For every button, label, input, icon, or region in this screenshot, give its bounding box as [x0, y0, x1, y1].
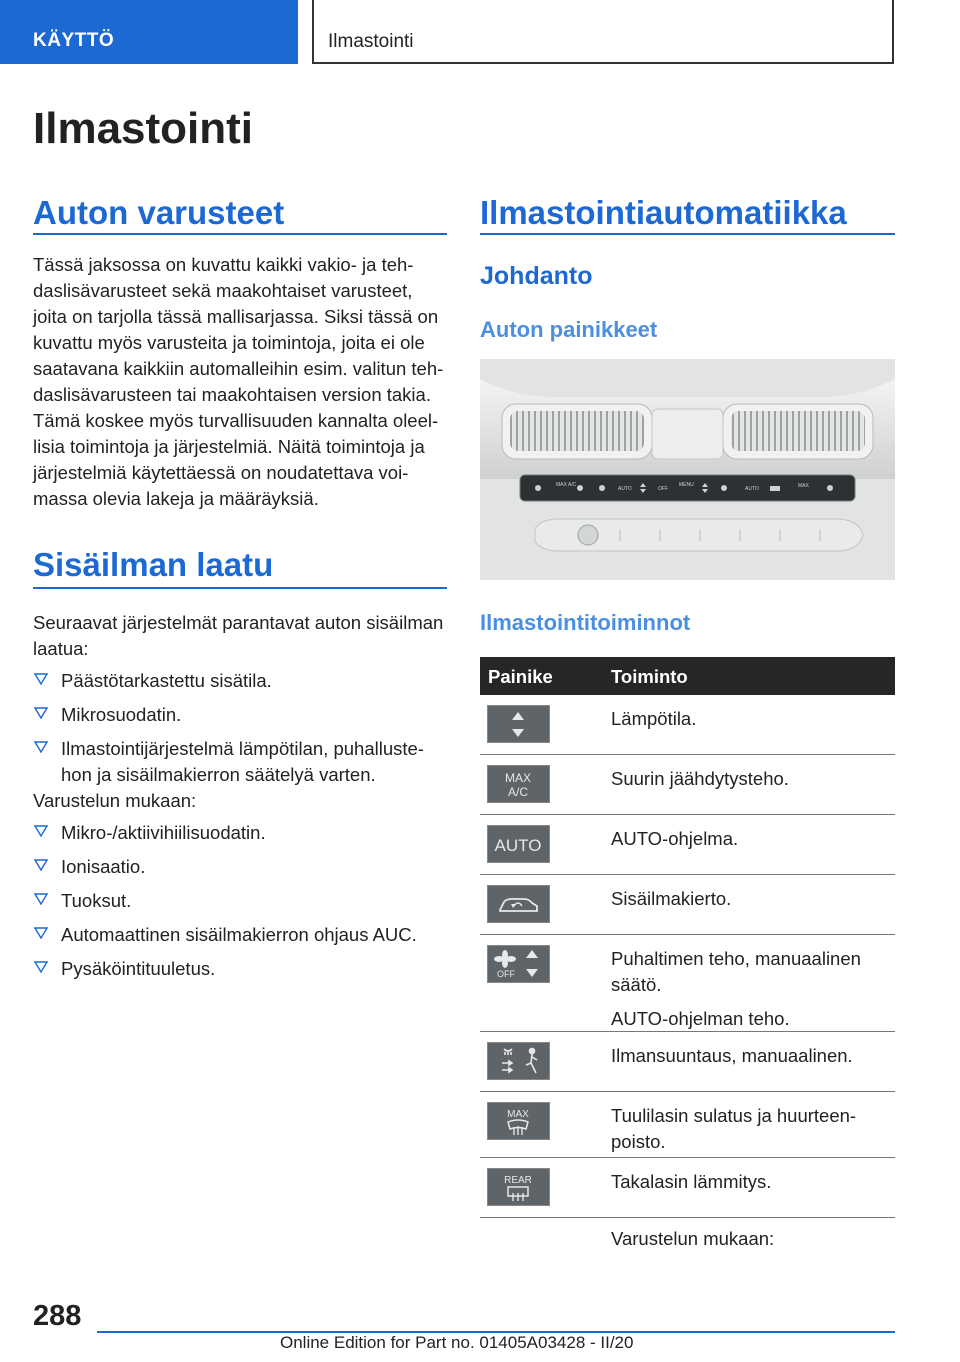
text-line: Tämä koskee myös turvallisuuden kannalta oleel‐ [33, 410, 439, 431]
heading-vehicle-buttons: Auton painikkeet [480, 317, 658, 342]
function-line: Takalasin lämmitys. [611, 1171, 772, 1192]
function-line: AUTO-ohjelma. [611, 828, 739, 849]
table-row [480, 1158, 895, 1218]
air-bullet-list [33, 668, 424, 796]
function-line: säätö. [611, 974, 662, 995]
heading-introduction: Johdanto [480, 262, 593, 290]
column-header-button: Painike [488, 666, 553, 687]
climate-panel-illustration [480, 359, 895, 580]
column-header-function: Toiminto [611, 666, 688, 687]
chapter-tab: KÄYTTÖ [0, 0, 298, 64]
triangle-bullet-icon [34, 960, 48, 974]
heading-auto-climate: Ilmastointiautomatiikka [480, 194, 847, 231]
table-row [480, 935, 895, 1032]
air-intro-paragraph [33, 610, 453, 662]
function-text [611, 886, 891, 920]
climate-panel-photo [480, 359, 895, 580]
list-item-text: Mikro-/aktiivihiilisuodatin. [61, 822, 266, 843]
page-number: 288 [33, 1300, 82, 1332]
list-item-text: Automaattinen sisäilmakierron ohjaus AUC. [61, 924, 417, 945]
function-line: Suurin jäähdytysteho. [611, 768, 789, 789]
text-line: daslisävarusteen tai maakohtaisen version takia. [33, 384, 431, 405]
auto-icon [487, 825, 550, 863]
function-line: poisto. [611, 1131, 666, 1152]
list-item [33, 820, 417, 846]
table-row [480, 875, 895, 935]
function-line: Puhaltimen teho, manuaalinen [611, 948, 861, 969]
max-ac-icon [487, 765, 550, 803]
heading-climate-functions: Ilmastointitoiminnot [480, 610, 691, 635]
climate-functions-table [480, 657, 895, 1258]
equipment-dependent-label: Varustelun mukaan: [33, 790, 197, 811]
list-item [33, 702, 424, 728]
function-text [611, 946, 891, 1040]
list-item [33, 736, 424, 788]
page-title: Ilmastointi [33, 104, 254, 153]
function-line: Ilmansuuntaus, manuaalinen. [611, 1045, 853, 1066]
table-note-row [480, 1218, 895, 1258]
table-row [480, 695, 895, 755]
max-defrost-icon [487, 1102, 550, 1140]
panel-label-max-defrost: MAX [798, 483, 809, 489]
triangle-bullet-icon [34, 824, 48, 838]
ac-label: A/C [507, 785, 529, 799]
off-label: OFF [497, 969, 515, 979]
heading-equipment: Auton varusteet [33, 194, 285, 231]
section-header: Ilmastointi [312, 0, 894, 64]
triangle-bullet-icon [34, 858, 48, 872]
function-text [611, 1043, 891, 1077]
rear-label: REAR [504, 1175, 532, 1186]
recirculation-car-icon [487, 885, 550, 923]
triangle-bullet-icon [34, 706, 48, 720]
rear-defrost-icon [487, 1168, 550, 1206]
text-line: joita on tarjolla tässä mallisarjassa. Siksi tässä on [33, 306, 439, 327]
text-line: daslisävarusteet sekä maakohtaiset varusteet, [33, 280, 413, 301]
list-item [33, 922, 417, 948]
table-row [480, 1092, 895, 1158]
function-text [611, 706, 891, 740]
text-line: saatavana kaikkiin automalleihin esim. valitun teh‐ [33, 358, 444, 379]
function-text [611, 1169, 891, 1203]
text-line: lisia toimintoja ja järjestelmiä. Näitä toimintoja ja [33, 436, 425, 457]
footer-edition: Online Edition for Part no. 01405A03428 - II/20 [280, 1333, 634, 1352]
list-item [33, 668, 424, 694]
function-line: Tuulilasin sulatus ja huurteen‐ [611, 1105, 857, 1126]
list-item-text: hon ja sisäilmakierron säätelyä varten. [61, 764, 376, 785]
triangle-bullet-icon [34, 926, 48, 940]
triangle-bullet-icon [34, 892, 48, 906]
panel-label-auto: AUTO [618, 486, 632, 492]
list-item-text: Tuoksut. [61, 890, 132, 911]
list-item [33, 888, 417, 914]
list-item [33, 956, 417, 982]
panel-label-auto-right: AUTO [745, 486, 759, 492]
function-line: AUTO-ohjelman teho. [611, 1008, 790, 1029]
fan-off-icon [487, 945, 550, 983]
list-item [33, 854, 417, 880]
list-item-text: Pysäköintituuletus. [61, 958, 216, 979]
function-text [611, 826, 891, 860]
max-defrost-label: MAX [507, 1109, 529, 1120]
text-line: Tässä jaksossa on kuvattu kaikki vakio- ja teh‐ [33, 254, 414, 275]
text-line: kuvattu myös varusteita ja toimintoja, joita ei ole [33, 332, 425, 353]
table-row [480, 815, 895, 875]
optional-bullet-list [33, 820, 417, 990]
text-line: järjestelmiä käytettäessä on noudatettava voi‐ [33, 462, 409, 483]
list-item-text: Ilmastointijärjestelmä lämpötilan, puhalluste‐ [61, 738, 424, 759]
list-item-text: Ionisaatio. [61, 856, 146, 877]
table-row [480, 755, 895, 815]
auto-label: AUTO [494, 836, 542, 855]
temperature-arrows-icon [487, 705, 550, 743]
text-line: massa olevia lakeja ja määräyksiä. [33, 488, 319, 509]
max-label: MAX [504, 771, 532, 785]
panel-label-max: MAX A/C [556, 482, 577, 488]
triangle-bullet-icon [34, 672, 48, 686]
text-line: laatua: [33, 638, 89, 659]
heading-rule [33, 587, 447, 589]
function-text [611, 1103, 891, 1155]
air-distribution-icon [487, 1042, 550, 1080]
function-text [611, 766, 891, 800]
panel-label-off: OFF [658, 486, 668, 492]
table-header [480, 657, 895, 695]
table-note: Varustelun mukaan: [611, 1228, 775, 1249]
triangle-bullet-icon [34, 740, 48, 754]
table-row [480, 1032, 895, 1092]
list-item-text: Mikrosuodatin. [61, 704, 182, 725]
panel-label-menu: MENU [679, 482, 694, 488]
heading-rule [480, 233, 895, 235]
equipment-paragraph [33, 252, 453, 512]
text-line: Seuraavat järjestelmät parantavat auton sisäilman [33, 612, 444, 633]
function-line: Sisäilmakierto. [611, 888, 732, 909]
function-line: Lämpötila. [611, 708, 697, 729]
heading-rule [33, 233, 447, 235]
list-item-text: Päästötarkastettu sisätila. [61, 670, 272, 691]
heading-air-quality: Sisäilman laatu [33, 546, 274, 583]
